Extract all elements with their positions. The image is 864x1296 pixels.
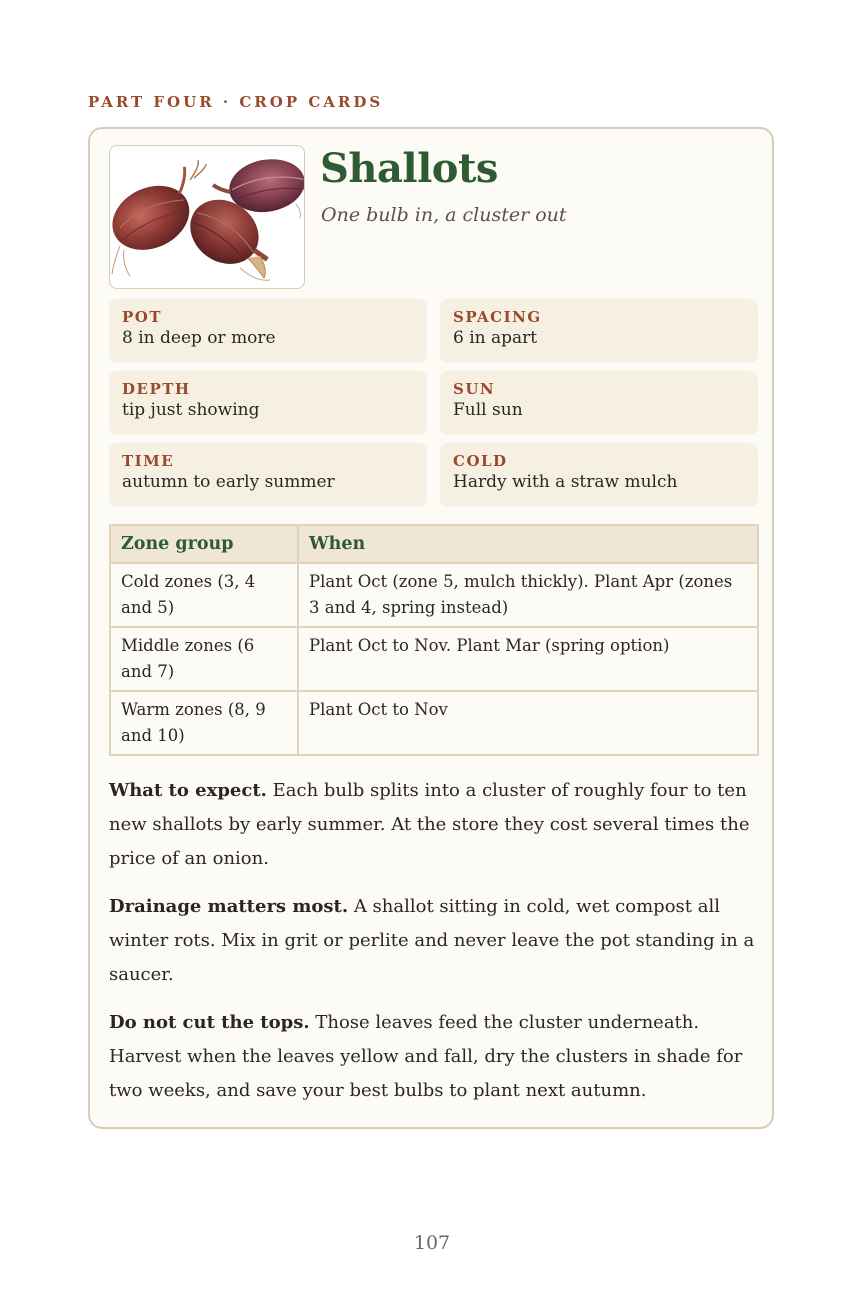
running-head: PART FOUR · CROP CARDS bbox=[88, 93, 384, 111]
fact-sun bbox=[440, 371, 758, 435]
fact-value: Full sun bbox=[453, 400, 523, 420]
when-cell: Plant Oct to Nov. Plant Mar (spring option) bbox=[298, 627, 758, 691]
table-header-row bbox=[110, 525, 758, 563]
fact-spacing bbox=[440, 299, 758, 363]
fact-depth bbox=[109, 371, 427, 435]
fact-label: SUN bbox=[453, 380, 496, 398]
paragraph-what-to-expect bbox=[109, 774, 765, 876]
table-row bbox=[110, 563, 758, 627]
paragraph-drainage bbox=[109, 890, 765, 992]
fact-value: autumn to early summer bbox=[122, 472, 335, 492]
column-header-zone-group: Zone group bbox=[110, 525, 298, 563]
fact-value: 8 in deep or more bbox=[122, 328, 276, 348]
crop-card bbox=[88, 127, 774, 1129]
zone-cell: Warm zones (8, 9 and 10) bbox=[110, 691, 298, 755]
paragraph-body: A shallot sitting in cold, wet compost all winter rots. Mix in grit or perlite and never leave the pot standing in a saucer. bbox=[109, 896, 755, 985]
paragraph-lead: Do not cut the tops. bbox=[109, 1012, 310, 1033]
zone-cell: Middle zones (6 and 7) bbox=[110, 627, 298, 691]
paragraph-lead: What to expect. bbox=[109, 780, 267, 801]
paragraph-body: Those leaves feed the cluster underneath. Harvest when the leaves yellow and fall, dry the clusters in shade for two weeks, and save your best bulbs to plant next autumn. bbox=[109, 1012, 743, 1101]
when-cell: Plant Oct (zone 5, mulch thickly). Plant Apr (zones 3 and 4, spring instead) bbox=[298, 563, 758, 627]
zone-cell: Cold zones (3, 4 and 5) bbox=[110, 563, 298, 627]
fact-label: COLD bbox=[453, 452, 508, 470]
paragraph-lead: Drainage matters most. bbox=[109, 896, 349, 917]
zone-table bbox=[109, 524, 759, 756]
body-text bbox=[109, 774, 765, 1122]
page-number: 107 bbox=[413, 1232, 451, 1254]
fact-label: SPACING bbox=[453, 308, 542, 326]
shallots-photo bbox=[109, 145, 305, 289]
fact-value: tip just showing bbox=[122, 400, 260, 420]
table-row bbox=[110, 691, 758, 755]
crop-title: Shallots bbox=[320, 145, 498, 192]
fact-label: DEPTH bbox=[122, 380, 191, 398]
table-row bbox=[110, 627, 758, 691]
paragraph-tops bbox=[109, 1006, 765, 1108]
fact-value: Hardy with a straw mulch bbox=[453, 472, 678, 492]
fact-cold bbox=[440, 443, 758, 507]
when-cell: Plant Oct to Nov bbox=[298, 691, 758, 755]
column-header-when: When bbox=[298, 525, 758, 563]
fact-pot bbox=[109, 299, 427, 363]
paragraph-body: Each bulb splits into a cluster of roughly four to ten new shallots by early summer. At the store they cost several times the price of an onion. bbox=[109, 780, 750, 869]
fact-label: POT bbox=[122, 308, 163, 326]
crop-subtitle: One bulb in, a cluster out bbox=[321, 204, 567, 226]
fact-time bbox=[109, 443, 427, 507]
shallot-bulbs-illustration bbox=[110, 146, 304, 288]
fact-value: 6 in apart bbox=[453, 328, 538, 348]
fact-label: TIME bbox=[122, 452, 175, 470]
